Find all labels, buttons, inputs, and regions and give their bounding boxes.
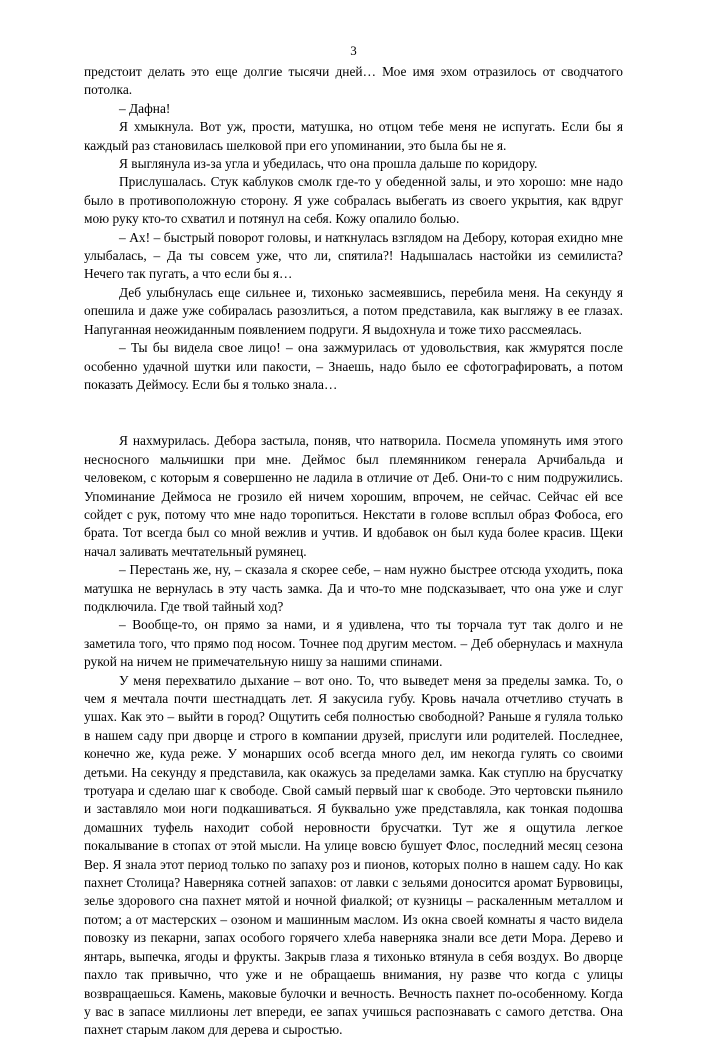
paragraph: – Перестань же, ну, – сказала я скорее себе, – нам нужно быстрее отсюда уходить, пока матушка не вернулась в эту часть замка. Да и что-то мне подсказывает, что она уже и слуг подключила. Где твой тайный ход? <box>84 562 623 614</box>
paragraph: – Ах! – быстрый поворот головы, и наткнулась взглядом на Дебору, которая ехидно мне улыбалась, – Да ты совсем уже, что ли, спятила?! Надышалась настойки из семилиста? Нечего так пугать, а что если бы я… <box>84 229 623 282</box>
paragraph: – Ты бы видела свое лицо! – она зажмурилась от удовольствия, как жмурятся после особенно удачной шутки или пакости, – Знаешь, надо было ее сфотографировать, а потом показать Деймосу. Если бы я только знала… <box>84 340 623 392</box>
paragraph: У меня перехватило дыхание – вот оно. То, что выведет меня за пределы замка. То, о чем я мечтала почти шестнадцать лет. Я закусила губу. Кровь начала отчетливо стучать в ушах. Как это – выйти в город? Ощутить себя полностью свободной? Раньше я гуляла только в нашем саду при дворце и строго в компании друзей, прислуги или родителей. Последнее, конечно же, куда реже. У монарших особ всегда много дел, им некогда гулять со своими детьми. На секунду я представила, как окажусь за пределами замка. Как ступлю на брусчатку тротуара и сделаю шаг к свободе. Свой самый первый шаг к свободе. Это чертовски пьянило и заставляло мои ноги подкашиваться. Я буквально уже представляла, как тонкая подошва домашних туфель находит собой неровности брусчатки. Тут же я ощутила легкое покалывание в стопах от этой мысли. На улице вовсю бушует Флос, последний месяц сезона Вер. Я знала этот период только по запаху роз и пионов, которых полно в нашем саду. Но как пахнет Столица? Наверняка сотней запахов: от лавки с зельями доносится аромат Бурвовицы, зелье здорового сна пахнет мятой и ночной фиалкой; от кузницы – раскаленным металлом и потом; а от мастерских – озоном и машинным маслом. Из окна своей комнаты я часто видела повозку из пекарни, запах особого горячего хлеба наверняка знали все дети Мора. Дерево и янтарь, выпечка, ягоды и фрукты. Закрыв глаза я тихонько втянула в себя воздух. Во дворце пахло так привычно, что уже и не обращаешь внимания, ну разве что когда с улицы возвращаешься. Камень, маковые булочки и вечность. Вечность пахнет по-особенному. Когда у вас в запасе миллионы лет впереди, ее запах учишься распознавать с самого детства. Она пахнет старым лаком для дерева и сыростью. <box>84 672 623 1038</box>
paragraph: предстоит делать это еще долгие тысячи дней… Мое имя эхом отразилось от сводчатого потолка. <box>84 64 623 98</box>
body-text <box>84 63 623 1040</box>
paragraph: – Вообще-то, он прямо за нами, и я удивлена, что ты торчала тут так долго и не заметила того, что прямо под носом. Точнее под другим местом. – Деб обернулась и махнула рукой на ничем не примечательную нишу за нашими спинами. <box>84 617 623 670</box>
paragraph: – Дафна! <box>119 100 171 116</box>
paragraph: Прислушалась. Стук каблуков смолк где-то у обеденной залы, и это хорошо: мне надо было в противоположную сторону. Я уже собралась выбегать из своего укрытия, как вдруг мою руку кто-то схватил и потянул на себя. Кожу опалило болью. <box>84 174 623 227</box>
section-gap <box>84 394 623 432</box>
paragraph: Я хмыкнула. Вот уж, прости, матушка, но отцом тебе меня не испугать. Если бы я каждый раз становилась шелковой при его упоминании, это была бы не я. <box>84 119 623 153</box>
page-number: 3 <box>350 43 357 58</box>
paragraph: Деб улыбнулась еще сильнее и, тихонько засмеявшись, перебила меня. На секунду я опешила и даже уже собиралась разозлиться, а потом представила, как выгляжу в ее глазах. Напуганная неожиданным появлением подруги. Я выдохнула и тоже тихо рассмеялась. <box>84 284 623 337</box>
paragraph: Я выглянула из-за угла и убедилась, что она прошла дальше по коридору. <box>119 156 538 172</box>
paragraph: Я нахмурилась. Дебора застыла, поняв, что натворила. Посмела упомянуть имя этого несносного мальчишки при мне. Деймос был племянником генерала Арчибальда и человеком, с которым я совершенно не ладила в отличие от Деб. Они-то с ним подружились. Упоминание Деймоса не грозило ей ничем хорошим, впрочем, не сейчас. Сейчас ей все сойдет с рук, потому что мне надо торопиться. Некстати в голове всплыл образ Фобоса, его брата. Тот всегда был со мной вежлив и учтив. И вдобавок он был куда более красив. Щеки начал заливать мечтательный румянец. <box>84 433 623 559</box>
